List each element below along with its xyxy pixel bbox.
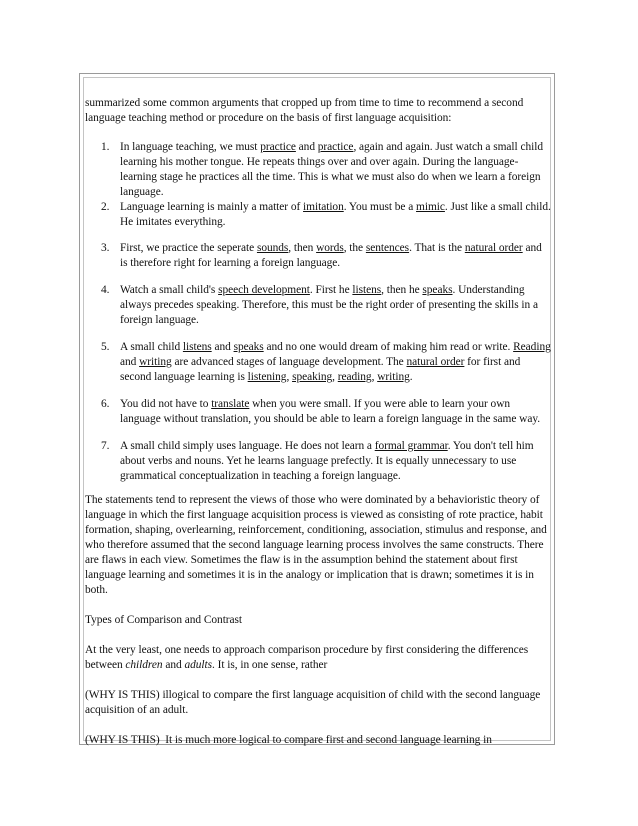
key-term: writing <box>139 356 172 368</box>
list-item-text <box>120 284 538 326</box>
key-term: speaking <box>292 371 333 383</box>
key-term: mimic <box>416 201 445 213</box>
list-number: 7. <box>101 440 110 452</box>
comparison-text-end: . It is, in one sense, rather <box>212 659 328 671</box>
text-run: and no one would dream of making him read or write. <box>263 341 514 353</box>
key-term: natural order <box>406 356 465 368</box>
list-item-text <box>120 201 551 228</box>
text-run: , <box>286 371 293 383</box>
list-item-7 <box>101 439 552 484</box>
text-run: . You don't tell him about verbs and nouns. Yet he learns language prefectly. It is equally unnecessary to use grammatical conceptualization in teaching a foreign language. <box>120 440 534 482</box>
key-term: translate <box>211 398 250 410</box>
key-term: reading <box>337 371 372 383</box>
key-term: writing <box>377 371 410 383</box>
text-run: In language teaching, we must <box>120 141 261 153</box>
list-item-3 <box>101 241 552 271</box>
list-number: 2. <box>101 201 110 213</box>
analysis-paragraph: The statements tend to represent the views of those who were dominated by a behavioristic theory of language in which the first language acquisition process is viewed as consisting of rote practice, habit formation, shaping, overlearning, reinforcement, conditioning, association, stimulus and response, and who therefore assumed that the second language learning process involves the same constructs. There are flaws in each view. Sometimes the flaw is in the assumption behind the statement about first language learning and sometimes it is in the analogy or implication that is drawn; sometimes it is in both. <box>85 494 547 596</box>
list-item-5 <box>101 340 552 385</box>
document-body <box>85 96 553 748</box>
key-term: listens <box>352 284 382 296</box>
text-run: , <box>332 371 338 383</box>
list-number: 6. <box>101 398 110 410</box>
key-term: practice <box>317 141 354 153</box>
text-run: . That is the <box>409 242 465 254</box>
text-run: when you were small. If you were able to learn your own language without translation, you should be able to learn a foreign language in the same way. <box>120 398 541 425</box>
text-run: You did not have to <box>120 398 212 410</box>
key-term: listens <box>182 341 212 353</box>
text-run: Language learning is mainly a matter of <box>120 201 304 213</box>
text-run: . Just like a small child. He imitates everything. <box>120 201 551 228</box>
text-run: , again and again. Just watch a small child learning his mother tongue. He repeats things over and over again. During the language-learning stage he practices all the time. This is what we must also do when we learn a foreign language. <box>120 141 543 198</box>
list-item-1 <box>101 140 552 200</box>
key-term: practice <box>260 141 296 153</box>
comparison-text-start: At the very least, one needs to approach comparison procedure by first considering the differences between <box>85 644 529 671</box>
list-item-text <box>120 398 540 425</box>
illogical-paragraph: (WHY IS THIS) illogical to compare the first language acquisition of child with the second language acquisition of an adult. <box>85 689 541 716</box>
adults-term: adults <box>184 659 213 671</box>
list-item-2 <box>101 200 552 230</box>
text-run: , then <box>288 242 317 254</box>
key-term: formal grammar <box>374 440 448 452</box>
list-item-text <box>120 141 543 198</box>
key-term: natural order <box>464 242 523 254</box>
text-run: A small child <box>120 341 183 353</box>
text-run: and <box>211 341 234 353</box>
list-number: 4. <box>101 284 110 296</box>
key-term: listening <box>247 371 287 383</box>
comparison-paragraph <box>85 643 553 673</box>
comparison-text-mid: and <box>162 659 185 671</box>
list-item-4 <box>101 283 552 328</box>
key-term: sounds <box>256 242 289 254</box>
logical-paragraph: (WHY IS THIS) It is much more logical to compare first and second language learning in <box>85 734 492 746</box>
list-item-text <box>120 341 551 383</box>
text-run: for first and second language learning is <box>120 356 521 383</box>
text-run: A small child simply uses language. He does not learn a <box>120 440 375 452</box>
text-run: Watch a small child's <box>120 284 219 296</box>
key-term: speaks <box>233 341 264 353</box>
key-term: words <box>316 242 344 254</box>
text-run: . <box>409 371 413 383</box>
children-term: children <box>125 659 163 671</box>
text-run: and is therefore right for learning a foreign language. <box>120 242 542 269</box>
key-term: Reading <box>513 341 551 353</box>
list-number: 5. <box>101 341 110 353</box>
intro-paragraph: summarized some common arguments that cropped up from time to time to recommend a second language teaching method or procedure on the basis of first language acquisition: <box>85 97 524 124</box>
list-number: 3. <box>101 242 110 254</box>
text-run: . You must be a <box>343 201 417 213</box>
text-run: , <box>371 371 378 383</box>
text-run: . First he <box>309 284 353 296</box>
text-run: and <box>295 141 318 153</box>
text-run: and <box>120 356 140 368</box>
text-run: , then he <box>381 284 423 296</box>
text-run: are advanced stages of language development. The <box>171 356 407 368</box>
key-term: imitation <box>303 201 344 213</box>
arguments-list <box>85 140 553 484</box>
section-heading: Types of Comparison and Contrast <box>85 614 243 626</box>
key-term: speaks <box>422 284 453 296</box>
list-number: 1. <box>101 141 110 153</box>
list-item-text <box>120 440 534 482</box>
text-run: First, we practice the seperate <box>120 242 257 254</box>
list-item-6 <box>101 397 552 427</box>
text-run: . Understanding always precedes speaking. Therefore, this must be the right order of presenting the skills in a foreign language. <box>120 284 538 326</box>
text-run: , the <box>343 242 366 254</box>
key-term: sentences <box>365 242 410 254</box>
list-item-text <box>120 242 542 269</box>
key-term: speech development <box>218 284 310 296</box>
